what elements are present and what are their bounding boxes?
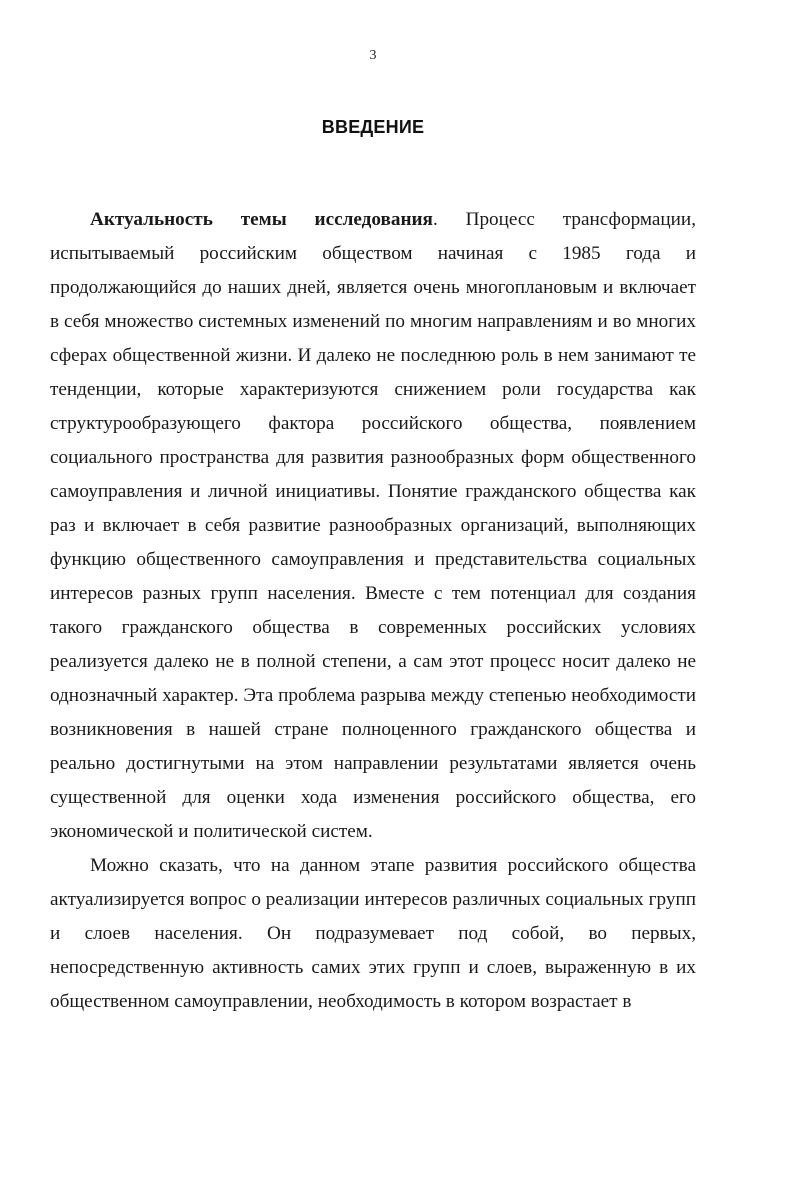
run-in-heading: Актуальность темы исследования bbox=[90, 209, 433, 230]
section-heading: ВВЕДЕНИЕ bbox=[321, 117, 425, 137]
paragraph-continuation bbox=[50, 849, 696, 1019]
body-text bbox=[50, 203, 696, 1019]
paragraph-text: . Процесс трансформации, испытываемый российским обществом начиная с 1985 года и продолжающийся до наших дней, является очень многоплановым и включает в себя множество системных изменений по многим направлениям и во многих сферах общественной жизни. И далеко не последнюю роль в нем занимают те тенденции, которые характеризуются снижением роли государства как структурообразующего фактора российского общества, появлением социального пространства для развития разнообразных форм общественного самоуправления и личной инициативы. Понятие гражданского общества как раз и включает в себя развитие разнообразных организаций, выполняющих функцию общественного самоуправления и представительства социальных интересов разных групп населения. Вместе с тем потенциал для создания такого гражданского общества в современных российских условиях реализуется далеко не в полной степени, а сам этот процесс носит далеко не однозначный характер. Эта проблема разрыва между степенью необходимости возникновения в нашей стране полноценного гражданского общества и реально достигнутыми на этом направлении результатами является очень существенной для оценки хода изменения российского общества, его экономической и политической систем. bbox=[50, 209, 696, 842]
paragraph-text: Можно сказать, что на данном этапе развития российского общества актуализируется вопрос о реализации интересов различных социальных групп и слоев населения. Он подразумевает под собой, во первых, непосредственную активность самих этих групп и слоев, выраженную в их общественном самоуправлении, необходимость в котором возрастает в bbox=[50, 855, 696, 1012]
paragraph-relevance bbox=[50, 203, 696, 849]
page-number: 3 bbox=[369, 48, 377, 63]
